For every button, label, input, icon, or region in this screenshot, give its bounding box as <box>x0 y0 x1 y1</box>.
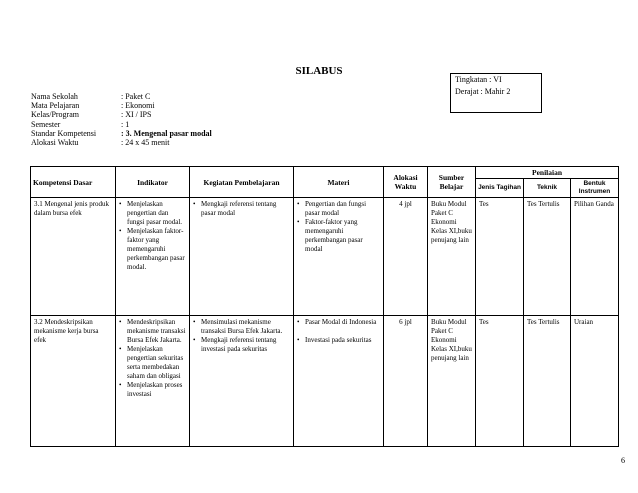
jenis-cell: Tes <box>476 198 524 316</box>
materi-cell <box>294 316 384 447</box>
kompetensi-cell: 3.2 Mendeskripsikan mekanisme kerja bursa efek <box>31 316 116 447</box>
list-item: • Faktor-faktor yang memengaruhi perkembangan pasar modal <box>297 218 380 254</box>
header-jenis: Jenis Tagihan <box>476 179 524 198</box>
header-kegiatan: Kegiatan Pembelajaran <box>190 167 294 198</box>
header-row <box>31 167 619 179</box>
sumber-cell: Buku Modul Paket C Ekonomi Kelas XI,buku penujang lain <box>428 198 476 316</box>
info-value: : 1 <box>121 119 130 129</box>
alokasi-cell: 4 jpl <box>384 198 428 316</box>
indikator-cell <box>116 316 190 447</box>
document-title: SILABUS <box>295 65 343 77</box>
header-penilaian: Penilaian <box>476 167 619 179</box>
derajat-text: Derajat : Mahir 2 <box>455 87 511 96</box>
table-row <box>31 316 619 447</box>
info-value: : Ekonomi <box>121 101 155 111</box>
info-value: : Paket C <box>121 92 151 101</box>
kegiatan-cell <box>190 316 294 447</box>
header-teknik: Teknik <box>524 179 571 198</box>
list-item: • Menjelaskan pengertian dan fungsi pasar modal. <box>119 200 186 227</box>
info-label: Mata Pelajaran <box>31 101 80 111</box>
info-label: Alokasi Waktu <box>31 137 79 147</box>
info-value: : XI / IPS <box>121 110 152 120</box>
header-materi: Materi <box>294 167 384 198</box>
syllabus-table <box>30 166 619 447</box>
header-alokasi: Alokasi Waktu <box>384 167 428 198</box>
header-kompetensi: Kompetensi Dasar <box>31 167 116 198</box>
kompetensi-cell: 3.1 Mengenal jenis produk dalam bursa efek <box>31 198 116 316</box>
list-item: • Investasi pada sekuritas <box>297 336 380 345</box>
table-row <box>31 198 619 316</box>
list-item: • Menjelaskan faktor-faktor yang memengaruhi perkembangan pasar modal. <box>119 227 186 272</box>
teknik-cell: Tes Tertulis <box>524 316 571 447</box>
kegiatan-cell <box>190 198 294 316</box>
info-value: : 3. Mengenal pasar modal <box>121 128 212 138</box>
info-label: Kelas/Program <box>31 110 79 120</box>
page-number: 6 <box>621 456 625 465</box>
tingkatan-text: Tingkatan : VI <box>455 75 502 84</box>
list-item: • Mensimulasi mekanisme transaksi Bursa Efek Jakarta. <box>193 318 290 336</box>
list-item: • Pengertian dan fungsi pasar modal <box>297 200 380 218</box>
materi-cell <box>294 198 384 316</box>
list-item: • Menjelaskan proses investasi <box>119 381 186 399</box>
teknik-cell: Tes Tertulis <box>524 198 571 316</box>
list-item: • Mendeskripsikan mekanisme transaksi Bursa Efek Jakarta. <box>119 318 186 345</box>
sumber-cell: Buku Modul Paket C Ekonomi Kelas XI,buku penujang lain <box>428 316 476 447</box>
info-label: Standar Kompetensi <box>31 128 97 138</box>
jenis-cell: Tes <box>476 316 524 447</box>
header-indikator: Indikator <box>116 167 190 198</box>
info-value: : 24 x 45 menit <box>121 137 170 147</box>
level-box <box>450 73 542 113</box>
header-sumber: Sumber Belajar <box>428 167 476 198</box>
list-item: • Menjelaskan pengertian sekuritas serta membedakan saham dan obligasi <box>119 345 186 381</box>
header-bentuk: Bentuk Instrumen <box>571 179 619 198</box>
list-item: • Mengkaji referensi tentang investasi pada sekuritas <box>193 336 290 354</box>
info-label: Semester <box>31 119 61 129</box>
list-item: • Pasar Modal di Indonesia <box>297 318 380 327</box>
bentuk-cell: Pilihan Ganda <box>571 198 619 316</box>
bentuk-cell: Uraian <box>571 316 619 447</box>
list-item: • Mengkaji referensi tentang pasar modal <box>193 200 290 218</box>
info-label: Nama Sekolah <box>31 92 78 101</box>
alokasi-cell: 6 jpl <box>384 316 428 447</box>
indikator-cell <box>116 198 190 316</box>
